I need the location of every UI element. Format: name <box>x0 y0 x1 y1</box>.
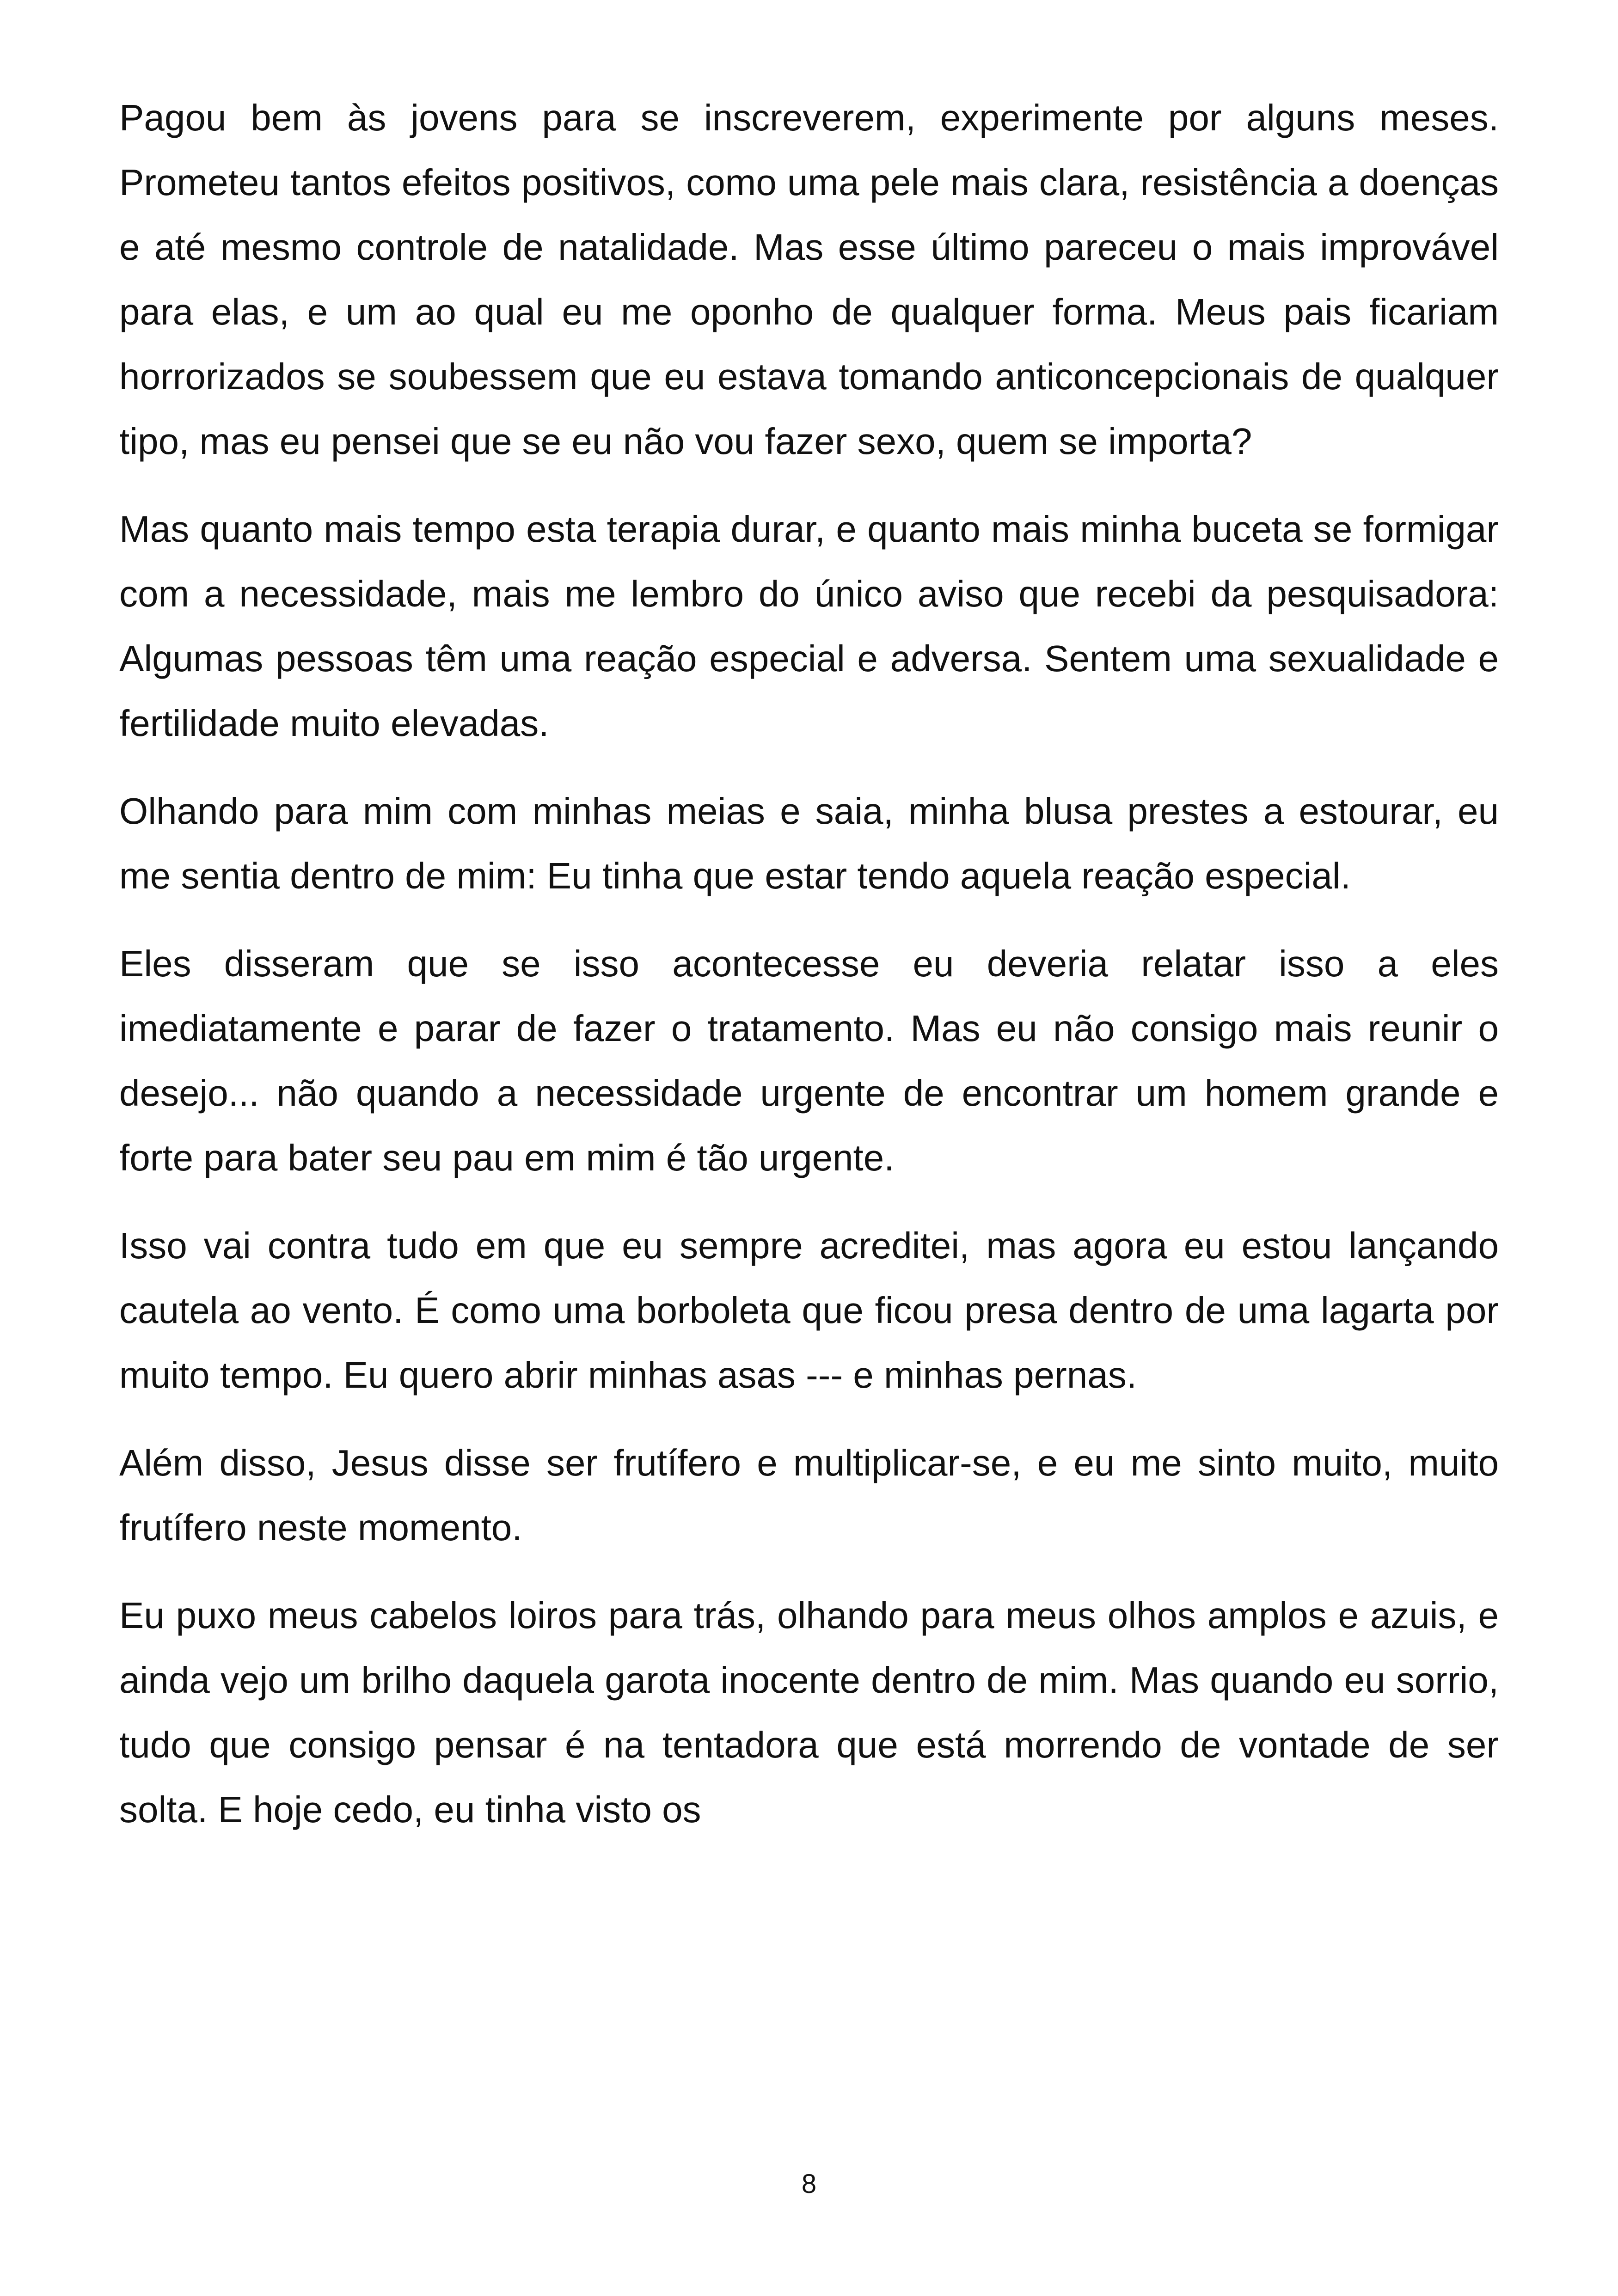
paragraph-2: Mas quanto mais tempo esta terapia durar, e quanto mais minha buceta se formigar com a necessidade, mais me lembro do único aviso que recebi da pesquisadora: Algumas pessoas têm uma reação especial e adversa. Sentem uma sexualidade e fertilidade muito elevadas. <box>119 508 1499 744</box>
paragraph-3: Olhando para mim com minhas meias e saia, minha blusa prestes a estourar, eu me sentia dentro de mim: Eu tinha que estar tendo aquela reação especial. <box>119 790 1499 896</box>
paragraph-7: Eu puxo meus cabelos loiros para trás, olhando para meus olhos amplos e azuis, e ainda vejo um brilho daquela garota inocente dentro de mim. Mas quando eu sorrio, tudo que consigo pensar é na tentadora que está morrendo de vontade de ser solta. E hoje cedo, eu tinha visto os <box>119 1595 1499 1830</box>
page-number: 8 <box>801 2169 817 2199</box>
body-text <box>119 86 1499 1865</box>
paragraph-1: Pagou bem às jovens para se inscreverem, experimente por alguns meses. Prometeu tantos efeitos positivos, como uma pele mais clara, resistência a doenças e até mesmo controle de natalidade. Mas esse último pareceu o mais improvável para elas, e um ao qual eu me oponho de qualquer forma. Meus pais ficariam horrorizados se soubessem que eu estava tomando anticoncepcionais de qualquer tipo, mas eu pensei que se eu não vou fazer sexo, quem se importa? <box>119 97 1499 462</box>
paragraph-5: Isso vai contra tudo em que eu sempre acreditei, mas agora eu estou lançando cautela ao vento. É como uma borboleta que ficou presa dentro de uma lagarta por muito tempo. Eu quero abrir minhas asas --- e minhas pernas. <box>119 1225 1499 1396</box>
paragraph-4: Eles disseram que se isso acontecesse eu deveria relatar isso a eles imediatamente e parar de fazer o tratamento. Mas eu não consigo mais reunir o desejo... não quando a necessidade urgente de encontrar um homem grande e forte para bater seu pau em mim é tão urgente. <box>119 943 1499 1178</box>
paragraph-6: Além disso, Jesus disse ser frutífero e multiplicar-se, e eu me sinto muito, muito frutífero neste momento. <box>119 1442 1499 1548</box>
